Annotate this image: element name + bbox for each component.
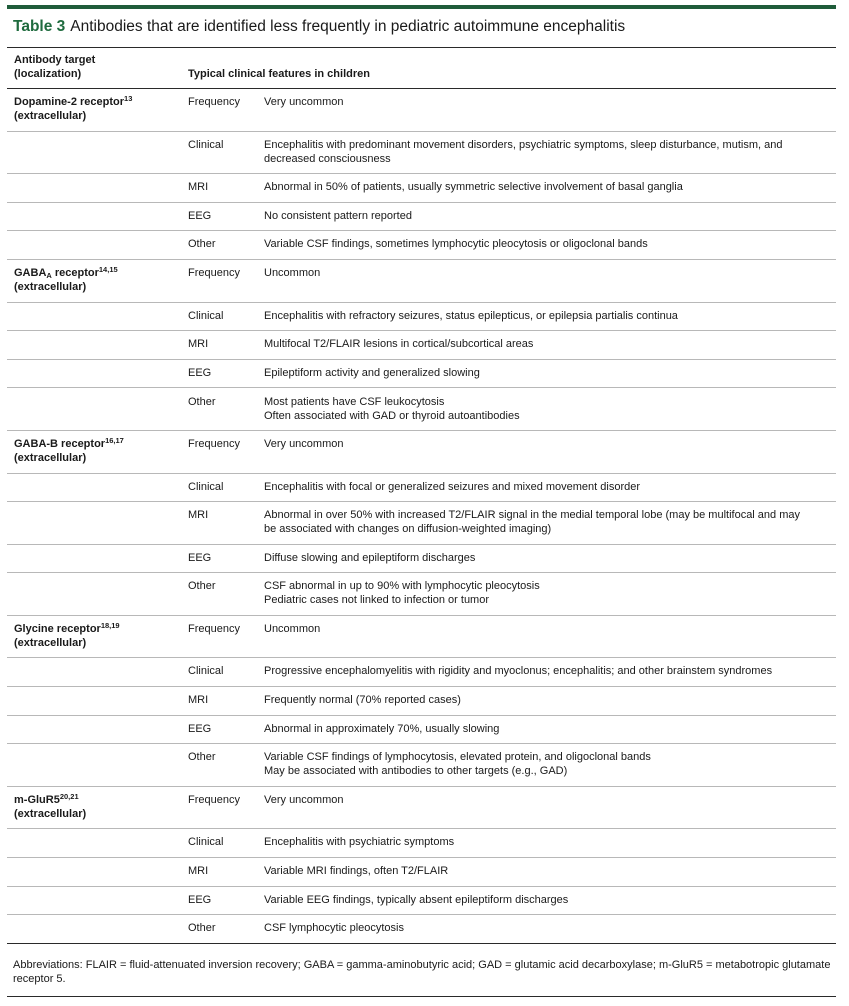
description-line: Very uncommon (264, 438, 344, 450)
feature-description (264, 437, 838, 451)
antibody-name (14, 622, 120, 636)
table-row (7, 787, 836, 830)
table-row (7, 887, 836, 916)
feature-label: Clinical (188, 138, 224, 151)
feature-description (264, 921, 838, 935)
table-row (7, 231, 836, 260)
antibody-target (14, 622, 120, 650)
antibody-name (14, 266, 118, 280)
feature-description (264, 266, 838, 280)
antibody-localization: (extracellular) (14, 807, 87, 820)
table-row (7, 744, 836, 787)
reference-superscript: 13 (124, 94, 133, 103)
feature-description (264, 180, 838, 194)
feature-label: Clinical (188, 480, 224, 493)
feature-description (264, 622, 838, 636)
antibody-name-text: GABA-B receptor (14, 438, 106, 450)
feature-description (264, 893, 838, 907)
feature-description (264, 508, 838, 536)
table-row (7, 915, 836, 944)
description-line: May be associated with antibodies to other targets (e.g., GAD) (264, 765, 568, 778)
feature-label: EEG (188, 209, 212, 222)
feature-label: Other (188, 580, 216, 593)
row-divider (7, 943, 836, 944)
table-row (7, 687, 836, 716)
table-row (7, 431, 836, 474)
description-line: CSF lymphocytic pleocytosis (264, 922, 404, 935)
description-line: Encephalitis with focal or generalized seizures and mixed movement disorder (264, 480, 641, 493)
table-row (7, 474, 836, 503)
table-row (7, 260, 836, 303)
description-line: Abnormal in over 50% with increased T2/FLAIR signal in the medial temporal lobe (may be multifocal and may (264, 509, 800, 522)
feature-label: Clinical (188, 309, 224, 322)
table-number: Table 3 (13, 18, 66, 35)
feature-label: Other (188, 751, 216, 764)
feature-description (264, 864, 838, 878)
description-line: CSF abnormal in up to 90% with lymphocytic pleocytosis (264, 580, 540, 593)
description-line: Variable CSF findings of lymphocytosis, elevated protein, and oligoclonal bands (264, 751, 651, 764)
description-line: Encephalitis with psychiatric symptoms (264, 836, 455, 849)
feature-label: Clinical (188, 665, 224, 678)
table-row (7, 132, 836, 175)
feature-description (264, 95, 838, 109)
feature-label: Frequency (188, 793, 240, 806)
feature-label: Frequency (188, 96, 240, 108)
description-line: Uncommon (264, 622, 321, 635)
description-line: Diffuse slowing and epileptiform discharges (264, 551, 476, 564)
feature-description (264, 309, 838, 323)
table-title (13, 18, 625, 36)
header-clinical-features: Typical clinical features in children (188, 68, 370, 80)
feature-label: EEG (188, 722, 212, 735)
description-line: Multifocal T2/FLAIR lesions in cortical/subcortical areas (264, 338, 534, 351)
feature-description (264, 395, 838, 423)
antibody-localization: (extracellular) (14, 452, 87, 464)
antibody-target (14, 95, 132, 123)
table-caption: Antibodies that are identified less frequently in pediatric autoimmune encephalitis (70, 18, 626, 35)
header-col1-line1: Antibody target (14, 54, 96, 66)
feature-label: MRI (188, 865, 209, 877)
feature-description (264, 664, 838, 678)
antibody-name-text: Glycine receptor (14, 622, 101, 635)
feature-label: MRI (188, 181, 209, 193)
antibody-localization: (extracellular) (14, 636, 87, 649)
antibody-name (14, 793, 86, 807)
feature-description (264, 579, 838, 607)
header-top-rule (7, 47, 836, 48)
antibody-localization: (extracellular) (14, 281, 87, 293)
feature-label: EEG (188, 551, 212, 564)
description-line: Abnormal in approximately 70%, usually slowing (264, 722, 500, 735)
table-row (7, 203, 836, 232)
feature-description (264, 750, 838, 778)
description-line: Variable CSF findings, sometimes lymphocytic pleocytosis or oligoclonal bands (264, 238, 648, 251)
table-row (7, 331, 836, 360)
table-top-rule (7, 5, 836, 9)
antibody-name (14, 95, 132, 109)
description-line: decreased consciousness (264, 152, 391, 165)
table-row (7, 89, 836, 132)
feature-label: MRI (188, 338, 209, 351)
table-row (7, 303, 836, 332)
description-line: Variable MRI findings, often T2/FLAIR (264, 865, 449, 877)
feature-label: Frequency (188, 267, 240, 279)
feature-label: Other (188, 238, 216, 251)
table-row (7, 658, 836, 687)
feature-label: Other (188, 922, 216, 935)
description-line: Most patients have CSF leukocytosis (264, 395, 445, 408)
description-line: No consistent pattern reported (264, 209, 412, 222)
antibody-name-suffix: receptor (51, 267, 99, 279)
feature-description (264, 722, 838, 736)
description-line: Encephalitis with refractory seizures, status epilepticus, or epilepsia partialis continua (264, 309, 678, 322)
antibody-name (14, 437, 124, 451)
antibody-localization: (extracellular) (14, 110, 87, 122)
description-line: Frequently normal (70% reported cases) (264, 694, 461, 706)
feature-label: Other (188, 395, 216, 408)
feature-description (264, 835, 838, 849)
header-antibody-target (14, 53, 95, 81)
feature-description (264, 693, 838, 707)
feature-label: Frequency (188, 622, 240, 635)
feature-label: Clinical (188, 836, 224, 849)
description-line: Uncommon (264, 267, 321, 279)
table-row (7, 858, 836, 887)
description-line: Often associated with GAD or thyroid autoantibodies (264, 409, 520, 422)
feature-label: MRI (188, 694, 209, 706)
table-bottom-rule (7, 996, 836, 997)
description-line: Epileptiform activity and generalized slowing (264, 366, 480, 379)
description-line: Pediatric cases not linked to infection or tumor (264, 594, 490, 607)
table-row (7, 545, 836, 574)
feature-description (264, 209, 838, 223)
feature-description (264, 793, 838, 807)
table-row (7, 573, 836, 616)
antibody-name-subscript: A (46, 271, 52, 280)
header-col1-line2: (localization) (14, 68, 82, 80)
feature-description (264, 366, 838, 380)
feature-description (264, 138, 838, 166)
table-row (7, 389, 836, 432)
table-row (7, 360, 836, 389)
description-line: Progressive encephalomyelitis with rigidity and myoclonus; encephalitis; and other brainstem syndromes (264, 665, 773, 678)
table-row (7, 829, 836, 858)
antibody-name-text: Dopamine-2 receptor (14, 96, 125, 108)
feature-description (264, 480, 838, 494)
reference-superscript: 14,15 (98, 265, 118, 274)
feature-label: Frequency (188, 438, 240, 450)
antibody-target (14, 266, 118, 294)
antibody-name-text: m-GluR5 (14, 793, 60, 806)
feature-description (264, 551, 838, 565)
feature-label: EEG (188, 366, 212, 379)
description-line: Encephalitis with predominant movement disorders, psychiatric symptoms, sleep disturbance, mutism, and (264, 138, 783, 151)
antibody-name-text: GABA (14, 267, 47, 279)
description-line: be associated with changes on diffusion-weighted imaging) (264, 523, 552, 536)
antibody-target (14, 793, 86, 821)
reference-superscript: 16,17 (105, 436, 124, 445)
feature-description (264, 337, 838, 351)
description-line: Abnormal in 50% of patients, usually symmetric selective involvement of basal ganglia (264, 181, 683, 193)
table-row (7, 716, 836, 745)
table-row (7, 174, 836, 203)
feature-label: MRI (188, 509, 209, 522)
table-row (7, 502, 836, 545)
table-row (7, 616, 836, 659)
feature-description (264, 237, 838, 251)
reference-superscript: 20,21 (59, 791, 79, 801)
antibody-target (14, 437, 124, 465)
feature-label: EEG (188, 893, 212, 906)
description-line: Very uncommon (264, 96, 344, 108)
description-line: Variable EEG findings, typically absent epileptiform discharges (264, 893, 569, 906)
description-line: Very uncommon (264, 793, 344, 806)
reference-superscript: 18,19 (100, 620, 120, 630)
abbreviations-footnote: Abbreviations: FLAIR = fluid-attenuated inversion recovery; GABA = gamma-aminobutyric acid; GAD = glutamic acid decarboxylase; m-GluR5 = metabotropic glutamate receptor 5. (13, 959, 831, 985)
